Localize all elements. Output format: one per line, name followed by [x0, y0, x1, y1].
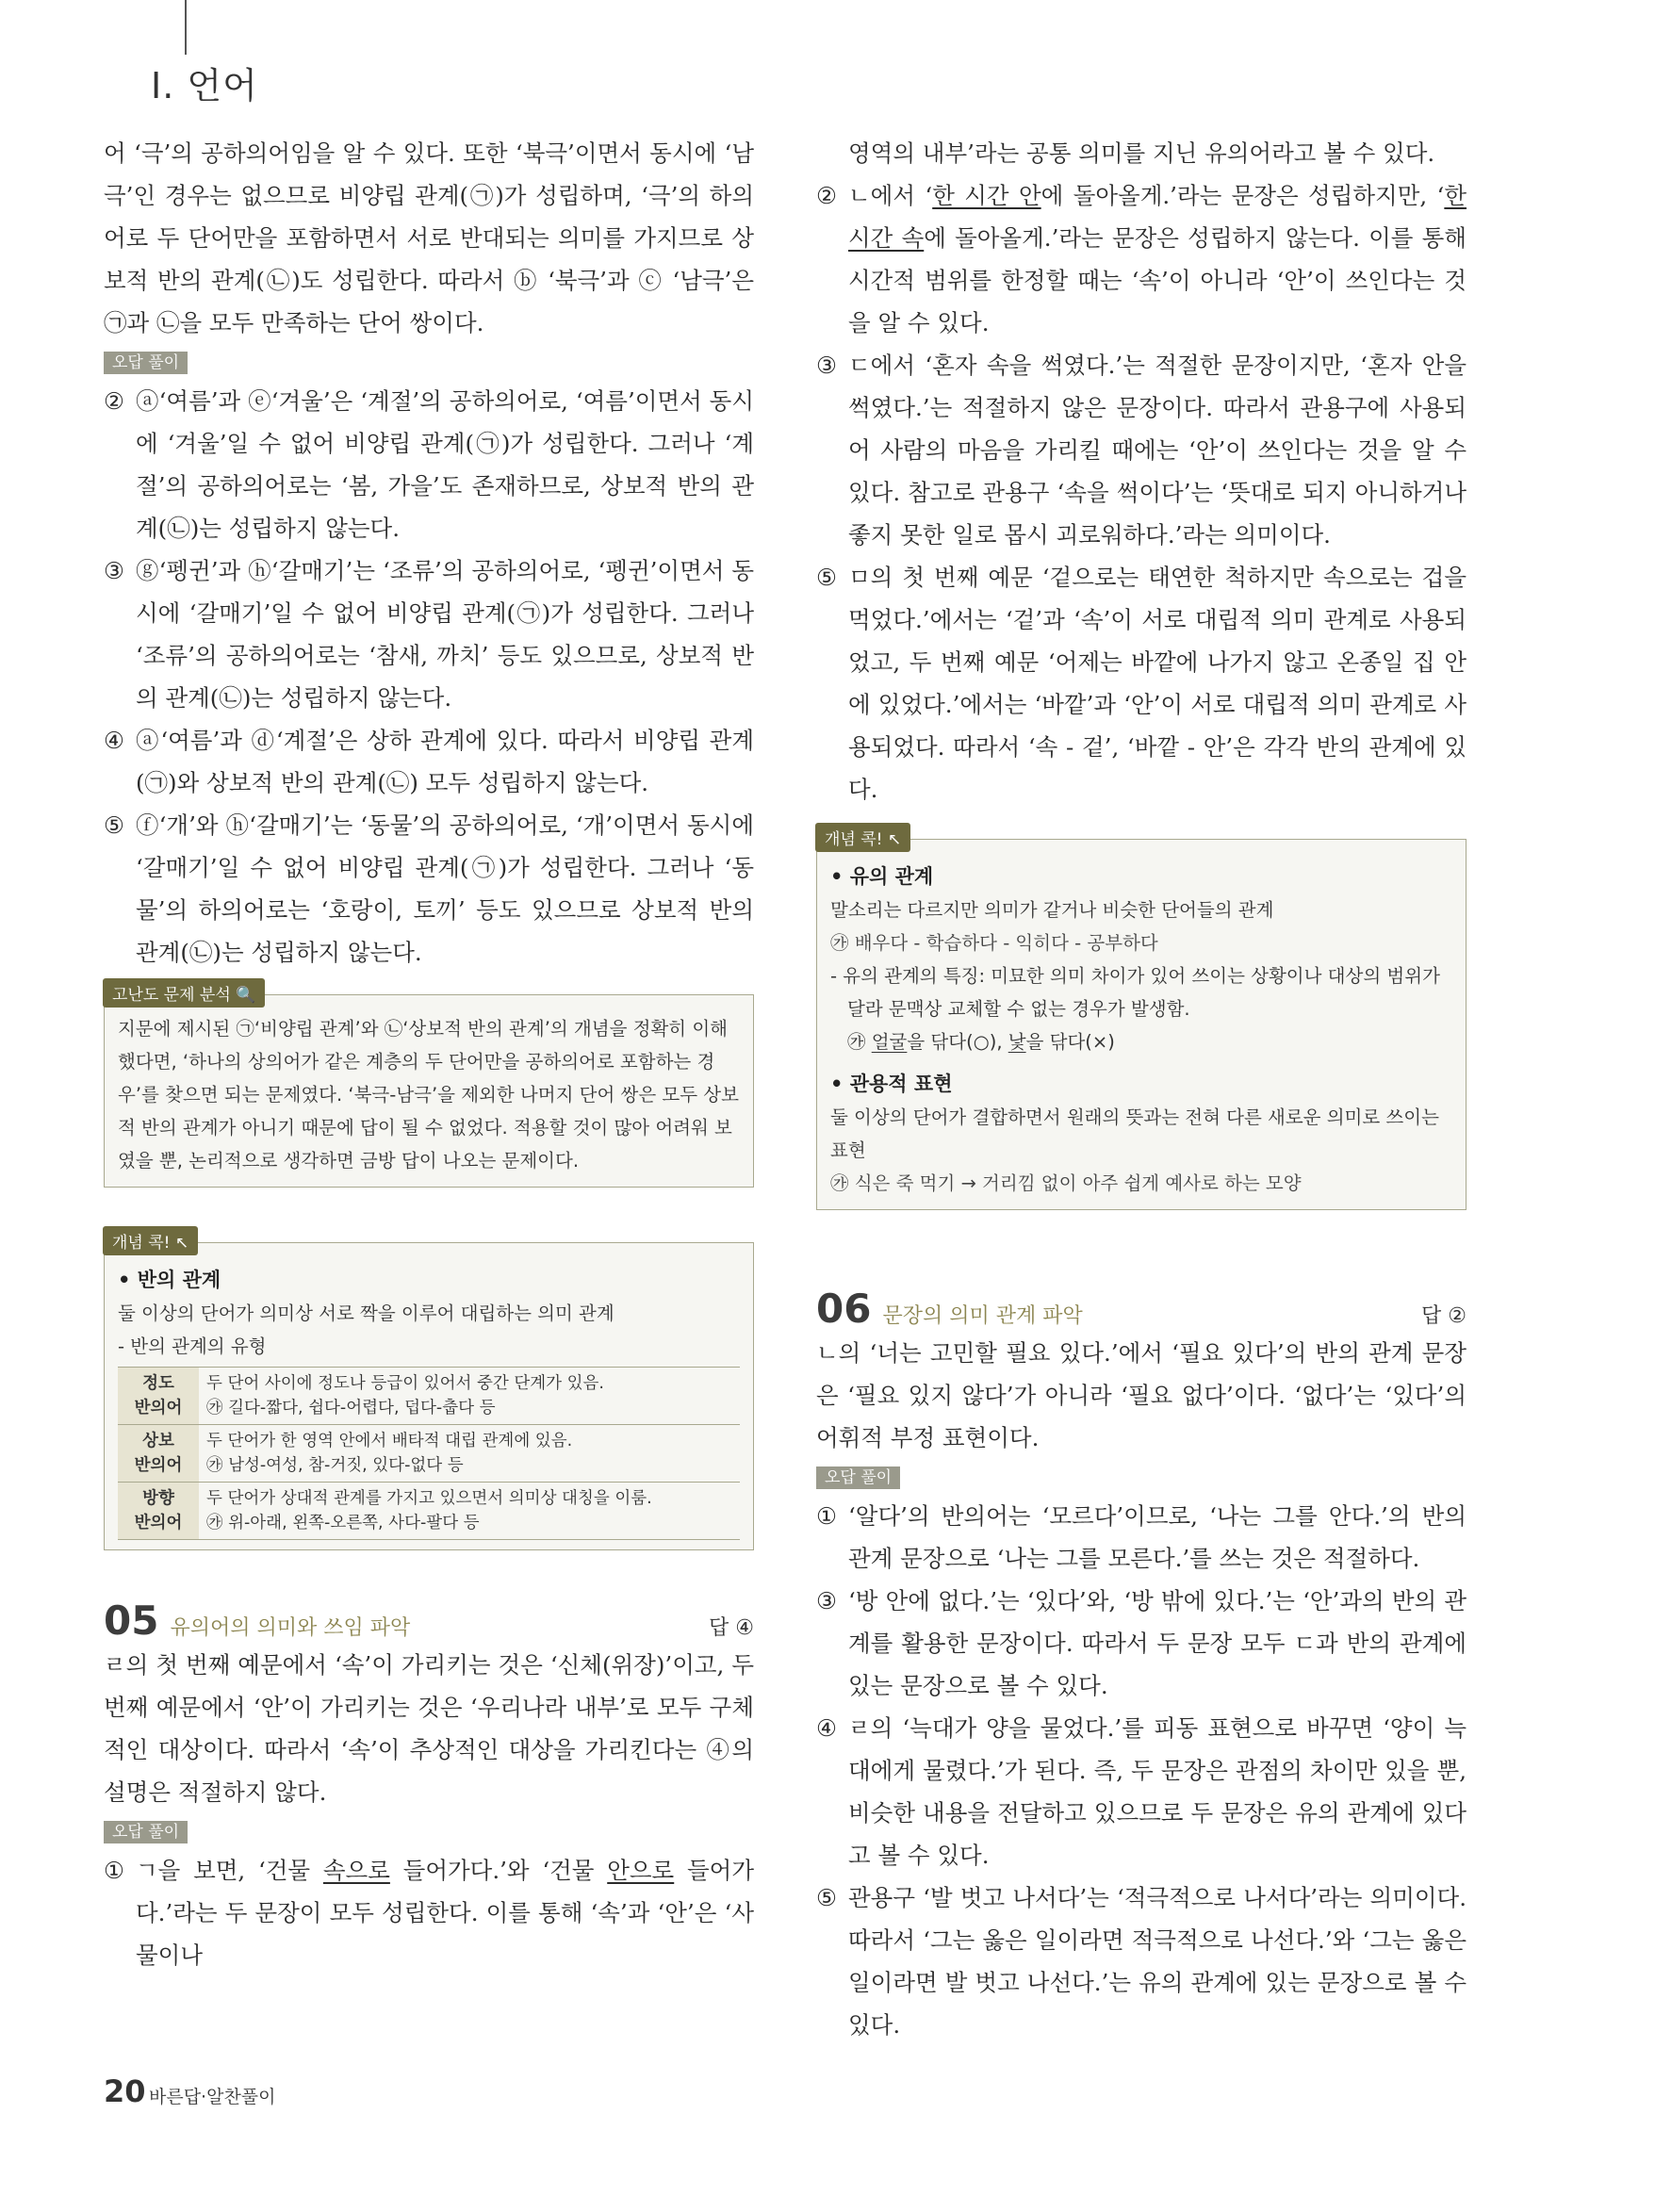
underlined-word: 얼굴	[871, 1031, 908, 1053]
type-key	[118, 1425, 199, 1483]
item-text: 들어가다.’라는 두 문장이 모두 성립한다. 이를 통해 ‘속’과 ‘안’은 ‘사물이나	[136, 1857, 754, 1969]
type-key-line2: 반의어	[134, 1514, 183, 1532]
item-number: ⑤	[816, 1884, 837, 1911]
example-text: 을 닦다(○),	[907, 1031, 1008, 1053]
concept-example	[830, 1025, 1452, 1058]
item-number: ③	[816, 1587, 837, 1614]
item-text: ⓕ‘개’와 ⓗ‘갈매기’는 ‘동물’의 공하의어로, ‘개’이면서 동시에 ‘갈매기’일 수 없어 비양립 관계(㉠)가 성립한다. 그러나 ‘동물’의 하의어로는 ‘호랑이, 토끼’ 등도 있으므로 상보적 반의 관계(㉡)는 성립하지 않는다.	[136, 811, 754, 966]
badge-label: 고난도 문제 분석	[112, 986, 231, 1005]
concept-definition: 둘 이상의 단어가 의미상 서로 짝을 이루어 대립하는 의미 관계	[118, 1303, 614, 1324]
type-key	[118, 1368, 199, 1425]
wrong-item	[104, 804, 754, 974]
item-number: ②	[816, 182, 837, 209]
item-number: ①	[816, 1502, 837, 1530]
wrong-item	[104, 719, 754, 804]
type-key-line1: 정도	[142, 1374, 174, 1393]
type-example: ㉮ 남성-여성, 참-거짓, 있다-없다 등	[206, 1456, 464, 1475]
wrong-item	[816, 174, 1467, 344]
question-title: 문장의 의미 관계 파악	[882, 1304, 1083, 1328]
wrong-item	[816, 556, 1467, 811]
concept-feature: - 유의 관계의 특징: 미묘한 의미 차이가 있어 쓰이는 상황이나 대상의 범위가 달라 문맥상 교체할 수 없는 경우가 발생함.	[830, 965, 1440, 1020]
wrong-item	[816, 1580, 1467, 1707]
concept-box-synonym	[816, 830, 1467, 1210]
wrong-item	[816, 1876, 1467, 2046]
type-desc-text: 두 단어 사이에 정도나 등급이 있어서 중간 단계가 있음.	[206, 1374, 604, 1393]
item-text: 관용구 ‘발 벗고 나서다’는 ‘적극적으로 나서다’라는 의미이다. 따라서 ‘그는 옳은 일이라면 적극적으로 나선다.’와 ‘그는 옳은 일이라면 발 벗고 나선다.’는 유의 관계에 있는 문장으로 볼 수 있다.	[848, 1884, 1467, 2039]
concept-badge	[103, 1226, 198, 1255]
question-answer: 답 ④	[709, 1616, 754, 1640]
question-number: 06	[816, 1286, 872, 1332]
wrong-answer-tag: 오답 풀이	[104, 1821, 188, 1843]
question-05-header	[104, 1598, 754, 1644]
item-text: ⓐ‘여름’과 ⓓ‘계절’은 상하 관계에 있다. 따라서 비양립 관계(㉠)와 상보적 반의 관계(㉡) 모두 성립하지 않는다.	[136, 727, 754, 796]
concept-heading: • 반의 관계	[118, 1269, 221, 1291]
type-key	[118, 1483, 199, 1540]
cursor-icon: ↖	[174, 1234, 189, 1253]
left-column	[104, 132, 754, 1976]
table-row	[118, 1425, 740, 1483]
item-number: ③	[104, 557, 124, 584]
section-title: Ⅰ. 언어	[151, 65, 258, 107]
item-text: ⓐ‘여름’과 ⓔ‘겨울’은 ‘계절’의 공하의어로, ‘여름’이면서 동시에 ‘겨울’일 수 없어 비양립 관계(㉠)가 성립한다. 그러나 ‘계절’의 공하의어로는 ‘봄, 가을’도 존재하므로, 상보적 반의 관계(㉡)는 성립하지 않는다.	[136, 387, 754, 542]
concept-heading: • 유의 관계	[830, 865, 934, 888]
concept-box-antonym	[104, 1234, 754, 1550]
badge-label: 개념 콕!	[112, 1234, 171, 1253]
wrong-item	[816, 1707, 1467, 1876]
underlined-word: 한 시간 속	[848, 182, 1467, 252]
type-desc	[199, 1425, 740, 1483]
item-number: ②	[104, 387, 124, 415]
question-06-explanation: ㄴ의 ‘너는 고민할 필요 있다.’에서 ‘필요 있다’의 반의 관계 문장은 ‘필요 있지 않다’가 아니라 ‘필요 없다’이다. ‘없다’는 ‘있다’의 어휘적 부정 표현이다.	[816, 1339, 1467, 1451]
magnifier-icon: 🔍	[236, 986, 256, 1005]
concept-heading: • 관용적 표현	[830, 1073, 953, 1095]
item-number: ④	[816, 1714, 837, 1742]
item-text: ㄴ에서 ‘	[848, 182, 933, 209]
antonym-types-table	[118, 1367, 740, 1540]
item-text: ㄹ의 ‘늑대가 양을 물었다.’를 피동 표현으로 바꾸면 ‘양이 늑대에게 물렸다.’가 된다. 즉, 두 문장은 관점의 차이만 있을 뿐, 비슷한 내용을 전달하고 있으므로 두 문장은 유의 관계에 있다고 볼 수 있다.	[848, 1714, 1467, 1869]
type-key-line2: 반의어	[134, 1456, 183, 1475]
question-title: 유의어의 의미와 쓰임 파악	[170, 1616, 411, 1640]
right-column	[816, 132, 1467, 2046]
type-example: ㉮ 위-아래, 왼쪽-오른쪽, 사다-팔다 등	[206, 1514, 480, 1532]
item-text: ㄱ을 보면, ‘건물	[136, 1857, 323, 1884]
underlined-word: 안으로	[607, 1857, 675, 1884]
wrong-item	[816, 344, 1467, 556]
type-desc	[199, 1368, 740, 1425]
footer-label: 바른답·알찬풀이	[149, 2087, 276, 2107]
concept-example: ㉮ 식은 죽 먹기 → 거리낌 없이 아주 쉽게 예사로 하는 모양	[830, 1172, 1302, 1194]
header-rule	[185, 0, 187, 55]
underlined-word: 한 시간 안	[932, 182, 1041, 209]
type-desc	[199, 1483, 740, 1540]
question-number: 05	[104, 1598, 159, 1644]
item-text: ㄷ에서 ‘혼자 속을 썩였다.’는 적절한 문장이지만, ‘혼자 안을 썩였다.’는 적절하지 않은 문장이다. 따라서 관용구에 사용되어 사람의 마음을 가리킬 때에는 ‘안’이 쓰인다는 것을 알 수 있다. 참고로 관용구 ‘속을 썩이다’는 ‘뜻대로 되지 아니하거나 좋지 못한 일로 몹시 괴로워하다.’라는 의미이다.	[848, 352, 1467, 549]
intro-paragraph: 어 ‘극’의 공하의어임을 알 수 있다. 또한 ‘북극’이면서 동시에 ‘남극’인 경우는 없으므로 비양립 관계(㉠)가 성립하며, ‘극’의 하의어로 두 단어만을 포함하면서 서로 반대되는 의미를 가지므로 상보적 반의 관계(㉡)도 성립한다. 따라서 ⓑ ‘북극’과 ⓒ ‘남극’은 ㉠과 ㉡을 모두 만족하는 단어 쌍이다.	[104, 139, 754, 336]
type-key-line2: 반의어	[134, 1399, 183, 1417]
underlined-word: 낯	[1008, 1031, 1026, 1053]
concept-body	[118, 1264, 740, 1540]
page-number: 20	[104, 2073, 146, 2109]
item-text: 들어가다.’와 ‘건물	[389, 1857, 608, 1884]
item-text: ‘방 안에 없다.’는 ‘있다’와, ‘방 밖에 있다.’는 ‘안’과의 반의 관계를 활용한 문장이다. 따라서 두 문장 모두 ㄷ과 반의 관계에 있는 문장으로 볼 수 있다.	[848, 1587, 1467, 1699]
question-06-header	[816, 1286, 1467, 1332]
hard-problem-box	[104, 986, 754, 1188]
cursor-icon: ↖	[887, 830, 902, 849]
item-text: ‘알다’의 반의어는 ‘모르다’이므로, ‘나는 그를 안다.’의 반의 관계 문장으로 ‘나는 그를 모른다.’를 쓰는 것은 적절하다.	[848, 1502, 1467, 1572]
hard-problem-badge	[103, 978, 265, 1008]
concept-body	[830, 860, 1452, 1200]
item-number: ①	[104, 1857, 124, 1884]
item-text: ⓖ‘펭귄’과 ⓗ‘갈매기’는 ‘조류’의 공하의어로, ‘펭귄’이면서 동시에 ‘갈매기’일 수 없어 비양립 관계(㉠)가 성립한다. 그러나 ‘조류’의 공하의어로는 ‘참새, 까치’ 등도 있으므로, 상보적 반의 관계(㉡)는 성립하지 않는다.	[136, 557, 754, 712]
concept-badge	[815, 823, 910, 852]
concept-definition: 말소리는 다르지만 의미가 같거나 비슷한 단어들의 관계	[830, 899, 1274, 921]
type-desc-text: 두 단어가 한 영역 안에서 배타적 대립 관계에 있음.	[206, 1432, 573, 1450]
item-number: ⑤	[816, 564, 837, 591]
table-row	[118, 1483, 740, 1540]
item-text: ㅁ의 첫 번째 예문 ‘겉으로는 태연한 척하지만 속으로는 겁을 먹었다.’에서는 ‘겉’과 ‘속’이 서로 대립적 의미 관계로 사용되었고, 두 번째 예문 ‘어제는 바깥에 나가지 않고 온종일 집 안에 있었다.’에서는 ‘바깥’과 ‘안’이 서로 대립적 의미 관계로 사용되었다. 따라서 ‘속 - 겉’, ‘바깥 - 안’은 각각 반의 관계에 있다.	[848, 564, 1467, 803]
item-number: ④	[104, 727, 124, 754]
concept-example: ㉮ 배우다 - 학습하다 - 익히다 - 공부하다	[830, 932, 1158, 954]
question-answer: 답 ②	[1421, 1304, 1467, 1328]
wrong-answer-tag: 오답 풀이	[104, 352, 188, 374]
item-number: ⑤	[104, 811, 124, 839]
type-desc-text: 두 단어가 상대적 관계를 가지고 있으면서 의미상 대칭을 이룸.	[206, 1489, 652, 1508]
wrong-item	[816, 1495, 1467, 1580]
concept-definition: 둘 이상의 단어가 결합하면서 원래의 뜻과는 전혀 다른 새로운 의미로 쓰이는 표현	[830, 1106, 1439, 1161]
wrong-item	[104, 1849, 754, 1976]
type-example: ㉮ 길다-짧다, 쉽다-어렵다, 덥다-춥다 등	[206, 1399, 496, 1417]
wrong-answer-tag: 오답 풀이	[816, 1466, 900, 1489]
item-text: 에 돌아올게.’라는 문장은 성립하지만, ‘	[1041, 182, 1445, 209]
hard-problem-text: 지문에 제시된 ㉠‘비양립 관계’와 ㉡‘상보적 반의 관계’의 개념을 정확히 이해했다면, ‘하나의 상의어가 같은 계층의 두 단어만을 공하의어로 포함하는 경우’를 찾으면 되는 문제였다. ‘북극-남극’을 제외한 나머지 단어 쌍은 모두 상보적 반의 관계가 아니기 때문에 답이 될 수 없었다. 적용할 것이 많아 어려워 보였을 뿐, 논리적으로 생각하면 금방 답이 나오는 문제이다.	[118, 1018, 739, 1172]
question-05-explanation: ㄹ의 첫 번째 예문에서 ‘속’이 가리키는 것은 ‘신체(위장)’이고, 두 번째 예문에서 ‘안’이 가리키는 것은 ‘우리나라 내부’로 모두 구체적인 대상이다. 따라서 ‘속’이 추상적인 대상을 가리킨다는 ④의 설명은 적절하지 않다.	[104, 1651, 754, 1806]
item-text: 에 돌아올게.’라는 문장은 성립하지 않는다. 이를 통해 시간적 범위를 한정할 때는 ‘속’이 아니라 ‘안’이 쓰인다는 것을 알 수 있다.	[848, 224, 1467, 336]
type-key-line1: 상보	[142, 1432, 174, 1450]
example-mark: ㉮	[847, 1031, 872, 1053]
underlined-word: 속으로	[322, 1857, 390, 1884]
continued-text: 영역의 내부’라는 공통 의미를 지닌 유의어라고 볼 수 있다.	[848, 139, 1435, 167]
badge-label: 개념 콕!	[825, 830, 883, 849]
example-text: 을 닦다(×)	[1025, 1031, 1115, 1053]
concept-subheading: - 반의 관계의 유형	[118, 1335, 267, 1357]
table-row	[118, 1368, 740, 1425]
wrong-item	[104, 380, 754, 549]
item-number: ③	[816, 352, 837, 379]
wrong-item	[104, 549, 754, 719]
type-key-line1: 방향	[142, 1489, 174, 1508]
